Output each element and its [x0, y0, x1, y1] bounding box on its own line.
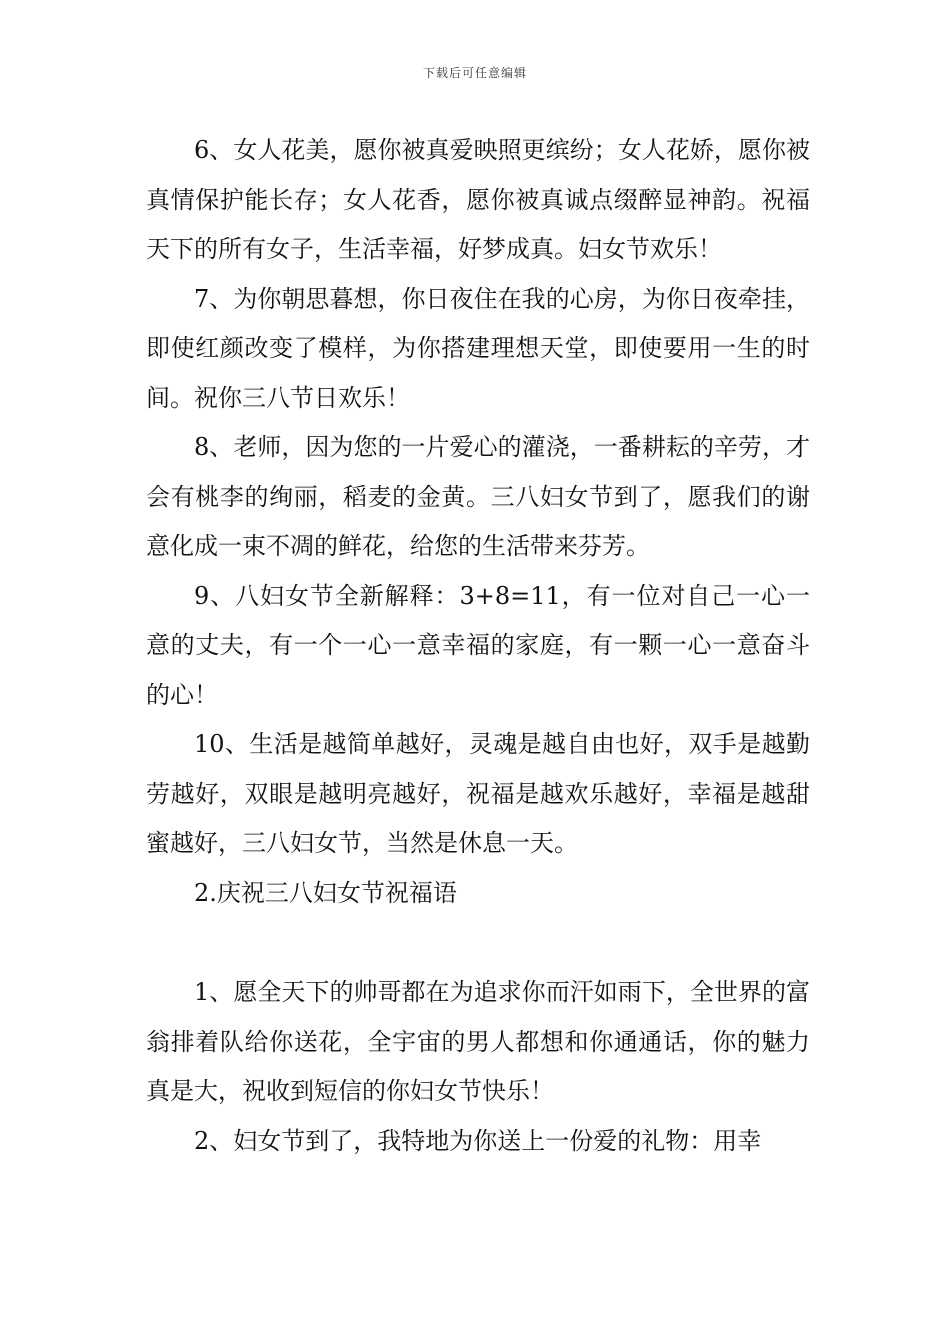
paragraph-6: 6、女人花美，愿你被真爱映照更缤纷；女人花娇，愿你被真情保护能长存；女人花香，愿你被真诚点缀醉显神韵。祝福天下的所有女子，生活幸福，好梦成真。妇女节欢乐！	[146, 136, 810, 263]
document-body	[146, 126, 810, 1166]
section-heading: 2.庆祝三八妇女节祝福语	[194, 878, 457, 907]
paragraph-b2: 2、妇女节到了，我特地为你送上一份爱的礼物：用幸	[194, 1126, 762, 1155]
page-header: 下载后可任意编辑	[422, 66, 527, 80]
paragraph-8: 8、老师，因为您的一片爱心的灌浇，一番耕耘的辛劳，才会有桃李的绚丽，稻麦的金黄。三八妇女节到了，愿我们的谢意化成一束不凋的鲜花，给您的生活带来芬芳。	[146, 433, 810, 560]
paragraph-10: 10、生活是越简单越好，灵魂是越自由也好，双手是越勤劳越好，双眼是越明亮越好，祝福是越欢乐越好，幸福是越甜蜜越好，三八妇女节，当然是休息一天。	[146, 730, 810, 857]
paragraph-7: 7、为你朝思暮想，你日夜住在我的心房，为你日夜牵挂，即使红颜改变了模样，为你搭建理想天堂，即使要用一生的时间。祝你三八节日欢乐！	[146, 284, 810, 412]
paragraph-b1: 1、愿全天下的帅哥都在为追求你而汗如雨下，全世界的富翁排着队给你送花，全宇宙的男人都想和你通通话，你的魅力真是大，祝收到短信的你妇女节快乐！	[146, 978, 810, 1105]
paragraph-9: 9、八妇女节全新解释：3+8=11，有一位对自己一心一意的丈夫，有一个一心一意幸福的家庭，有一颗一心一意奋斗的心！	[146, 581, 810, 709]
blank-line	[146, 918, 810, 968]
